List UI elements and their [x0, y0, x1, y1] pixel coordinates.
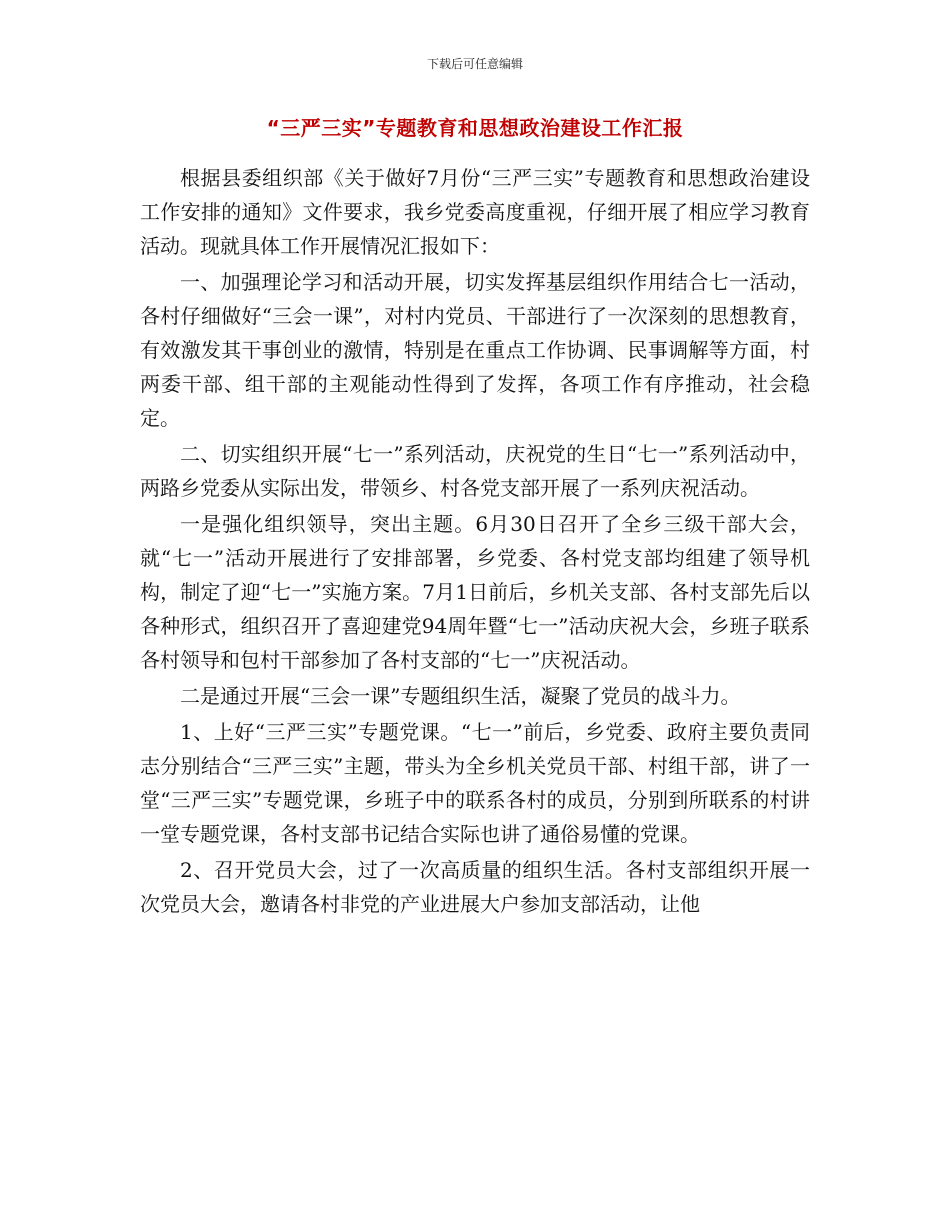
paragraph: 二、切实组织开展“七一”系列活动，庆祝党的生日“七一”系列活动中，两路乡党委从实际出发，带领乡、村各党支部开展了一系列庆祝活动。 — [140, 442, 810, 500]
paragraph: 2、召开党员大会，过了一次高质量的组织生活。各村支部组织开展一次党员大会，邀请各村非党的产业进展大户参加支部活动，让他 — [140, 858, 810, 916]
paragraph: 一是强化组织领导，突出主题。6月30日召开了全乡三级干部大会，就“七一”活动开展进行了安排部署，乡党委、各村党支部均组建了领导机构，制定了迎“七一”实施方案。7月1日前后，乡机关支部、各村支部先后以各种形式，组织召开了喜迎建党94周年暨“七一”活动庆祝大会，乡班子联系各村领导和包村干部参加了各村支部的“七一”庆祝活动。 — [140, 512, 810, 672]
paragraph: 根据县委组织部《关于做好7月份“三严三实”专题教育和思想政治建设工作安排的通知》文件要求，我乡党委高度重视，仔细开展了相应学习教育活动。现就具体工作开展情况汇报如下： — [140, 166, 810, 258]
document-title: “三严三实”专题教育和思想政治建设工作汇报 — [266, 116, 684, 140]
paragraph: 二是通过开展“三会一课”专题组织生活，凝聚了党员的战斗力。 — [180, 684, 741, 708]
document-body — [140, 161, 810, 923]
paragraph: 一、加强理论学习和活动开展，切实发挥基层组织作用结合七一活动，各村仔细做好“三会一课”，对村内党员、干部进行了一次深刻的思想教育，有效激发其干事创业的激情，特别是在重点工作协调、民事调解等方面，村两委干部、组干部的主观能动性得到了发挥，各项工作有序推动，社会稳定。 — [140, 270, 810, 430]
header-note: 下载后可任意编辑 — [426, 57, 523, 71]
paragraph: 1、上好“三严三实”专题党课。“七一”前后，乡党委、政府主要负责同志分别结合“三严三实”主题，带头为全乡机关党员干部、村组干部，讲了一堂“三严三实”专题党课，乡班子中的联系各村的成员，分别到所联系的村讲一堂专题党课，各村支部书记结合实际也讲了通俗易懂的党课。 — [140, 720, 810, 846]
